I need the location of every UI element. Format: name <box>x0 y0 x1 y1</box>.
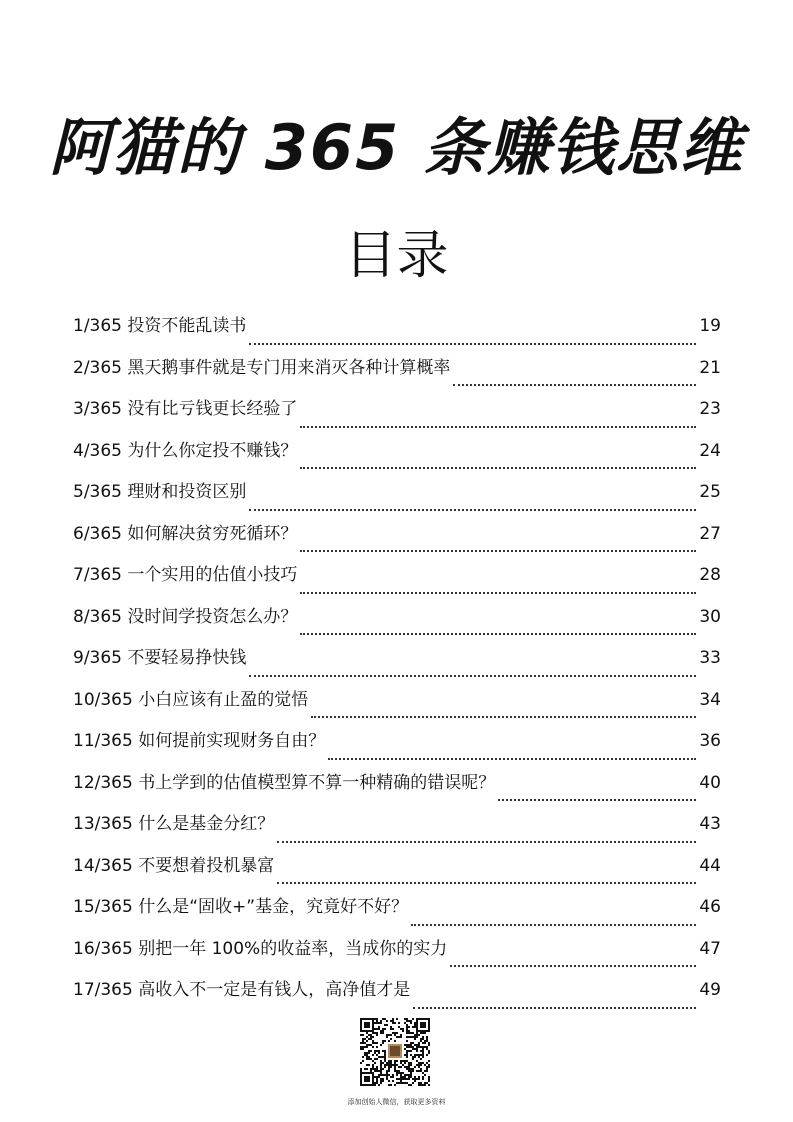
toc-entry-page: 44 <box>699 855 721 876</box>
toc-entry-page: 23 <box>699 399 721 419</box>
toc-leader-dots <box>249 509 696 511</box>
toc-leader-dots <box>453 384 696 386</box>
toc-entry-title: 8/365 没时间学投资怎么办？ <box>73 606 298 627</box>
toc-entry-page: 34 <box>699 689 721 710</box>
toc-entry[interactable] <box>73 311 721 353</box>
toc-leader-dots <box>300 467 696 469</box>
toc-entry-page: 19 <box>699 316 721 336</box>
toc-leader-dots <box>411 924 696 926</box>
toc-entry[interactable] <box>73 975 721 1017</box>
toc-entry[interactable] <box>73 643 721 685</box>
toc-entry-title: 14/365 不要想着投机暴富 <box>73 855 275 876</box>
toc-entry-title: 17/365 高收入不一定是有钱人，高净值才是 <box>73 980 411 1000</box>
toc-leader-dots <box>413 1007 696 1009</box>
toc-entry-title: 1/365 投资不能乱读书 <box>73 316 247 336</box>
toc-entry-title: 9/365 不要轻易挣快钱 <box>73 648 247 668</box>
toc-heading: 目录 <box>344 226 449 286</box>
toc-entry[interactable] <box>73 436 721 478</box>
table-of-contents <box>73 311 721 1017</box>
toc-leader-dots <box>249 675 696 677</box>
toc-entry-page: 33 <box>699 648 721 668</box>
toc-entry[interactable] <box>73 851 721 893</box>
toc-entry-title: 7/365 一个实用的估值小技巧 <box>73 565 298 585</box>
toc-entry-title: 13/365 什么是基金分红？ <box>73 814 275 834</box>
toc-entry-title: 6/365 如何解决贫穷死循环？ <box>73 523 298 544</box>
toc-entry[interactable] <box>73 477 721 519</box>
toc-entry[interactable] <box>73 519 721 561</box>
toc-entry-title: 10/365 小白应该有止盈的觉悟 <box>73 689 309 710</box>
toc-entry-title: 16/365 别把一年 100%的收益率，当成你的实力 <box>73 938 448 959</box>
toc-leader-dots <box>300 550 696 552</box>
toc-entry-page: 49 <box>699 980 721 1000</box>
toc-leader-dots <box>277 841 696 843</box>
toc-leader-dots <box>328 758 696 760</box>
toc-entry-page: 24 <box>699 440 721 461</box>
toc-leader-dots <box>300 426 696 428</box>
toc-entry-title: 3/365 没有比亏钱更长经验了 <box>73 399 298 419</box>
toc-entry[interactable] <box>73 602 721 644</box>
toc-entry[interactable] <box>73 394 721 436</box>
toc-entry-page: 27 <box>699 523 721 544</box>
qr-code-icon <box>360 1018 430 1086</box>
toc-entry[interactable] <box>73 685 721 727</box>
toc-leader-dots <box>300 633 696 635</box>
toc-entry-title: 5/365 理财和投资区别 <box>73 482 247 502</box>
toc-entry[interactable] <box>73 809 721 851</box>
toc-entry-page: 43 <box>699 814 721 834</box>
toc-entry-title: 12/365 书上学到的估值模型算不算一种精确的错误呢？ <box>73 772 496 793</box>
toc-entry[interactable] <box>73 768 721 810</box>
toc-entry[interactable] <box>73 560 721 602</box>
toc-entry[interactable] <box>73 934 721 976</box>
toc-entry[interactable] <box>73 353 721 395</box>
toc-leader-dots <box>311 716 696 718</box>
document-title: 阿猫的 365 条赚钱思维 <box>49 111 744 184</box>
toc-entry-page: 36 <box>699 731 721 751</box>
toc-entry-title: 11/365 如何提前实现财务自由？ <box>73 731 326 751</box>
toc-leader-dots <box>249 343 696 345</box>
toc-entry-page: 25 <box>699 482 721 502</box>
toc-leader-dots <box>498 799 696 801</box>
toc-entry-page: 30 <box>699 606 721 627</box>
toc-leader-dots <box>300 592 696 594</box>
toc-entry-page: 28 <box>699 565 721 585</box>
toc-entry-page: 47 <box>699 938 721 959</box>
toc-leader-dots <box>277 882 696 884</box>
toc-entry-title: 2/365 黑天鹅事件就是专门用来消灭各种计算概率 <box>73 357 451 378</box>
toc-entry-title: 15/365 什么是“固收+”基金，究竟好不好？ <box>73 897 409 917</box>
toc-entry-page: 46 <box>699 897 721 917</box>
toc-entry-page: 40 <box>699 772 721 793</box>
toc-entry-page: 21 <box>699 357 721 378</box>
footer-caption: 添加创始人微信，获取更多资料 <box>347 1098 446 1106</box>
toc-leader-dots <box>450 965 696 967</box>
toc-entry[interactable] <box>73 892 721 934</box>
toc-entry-title: 4/365 为什么你定投不赚钱？ <box>73 440 298 461</box>
toc-entry[interactable] <box>73 726 721 768</box>
